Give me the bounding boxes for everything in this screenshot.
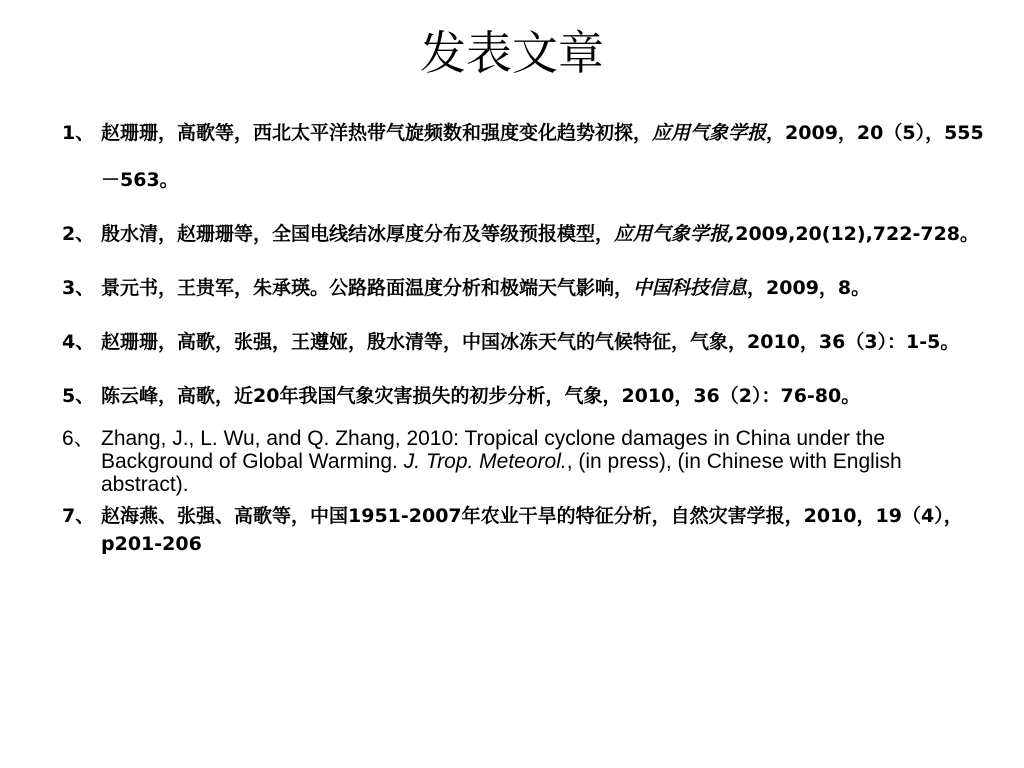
reference-citation: , (in press), (in Chinese with English abstract). <box>101 450 902 496</box>
reference-authors-title: 景元书，王贵军，朱承瑛。公路路面温度分析和极端天气影响， <box>101 277 634 299</box>
reference-number: 3、 <box>62 277 95 299</box>
reference-journal: 应用气象学报, <box>614 223 736 245</box>
reference-text <box>101 265 992 312</box>
reference-item-4 <box>62 319 992 366</box>
reference-authors-title: 殷水清，赵珊珊等，全国电线结冰厚度分布及等级预报模型， <box>101 223 615 245</box>
reference-list <box>62 110 992 558</box>
reference-text <box>101 373 992 420</box>
reference-number: 5、 <box>62 385 95 407</box>
reference-authors-title: 赵海燕、张强、高歌等，中国1951-2007年农业干旱的特征分析，自然灾害学报，2010，19（4），p201-206 <box>101 505 963 555</box>
reference-number: 2、 <box>62 223 95 245</box>
reference-number: 4、 <box>62 331 95 353</box>
reference-journal: 中国科技信息 <box>633 277 748 299</box>
reference-item-2 <box>62 211 992 258</box>
reference-number: 1、 <box>62 122 95 144</box>
reference-authors-title: 陈云峰，高歌，近20年我国气象灾害损失的初步分析，气象，2010，36（2）：76-80。 <box>101 385 861 407</box>
reference-text <box>101 319 992 366</box>
reference-text <box>101 110 992 204</box>
slide-title: 发表文章 <box>420 26 604 80</box>
reference-item-3 <box>62 265 992 312</box>
reference-citation: 2009,20(12),722-728。 <box>735 223 980 245</box>
reference-text <box>101 427 902 496</box>
reference-journal: 应用气象学报 <box>652 122 767 144</box>
reference-item-1 <box>62 110 992 204</box>
reference-text <box>101 505 963 555</box>
reference-journal: J. Trop. Meteorol. <box>403 450 567 473</box>
reference-text <box>101 211 992 258</box>
reference-citation: ，2009，8。 <box>747 277 871 299</box>
reference-citation: ，2009，20（5），555－563。 <box>101 122 984 191</box>
reference-authors-title: Zhang, J., L. Wu, and Q. Zhang, 2010: Tropical cyclone damages in China under the Background of Global Warming. <box>101 427 886 473</box>
reference-authors-title: 赵珊珊，高歌，张强，王遵娅，殷水清等，中国冰冻天气的气候特征，气象，2010，36（3）：1-5。 <box>101 331 960 353</box>
reference-item-6 <box>62 427 992 496</box>
reference-authors-title: 赵珊珊，高歌等，西北太平洋热带气旋频数和强度变化趋势初探， <box>101 122 653 144</box>
reference-number: 6、 <box>62 427 95 450</box>
reference-item-7 <box>62 502 992 558</box>
reference-number: 7、 <box>62 505 95 527</box>
reference-item-5 <box>62 373 992 420</box>
